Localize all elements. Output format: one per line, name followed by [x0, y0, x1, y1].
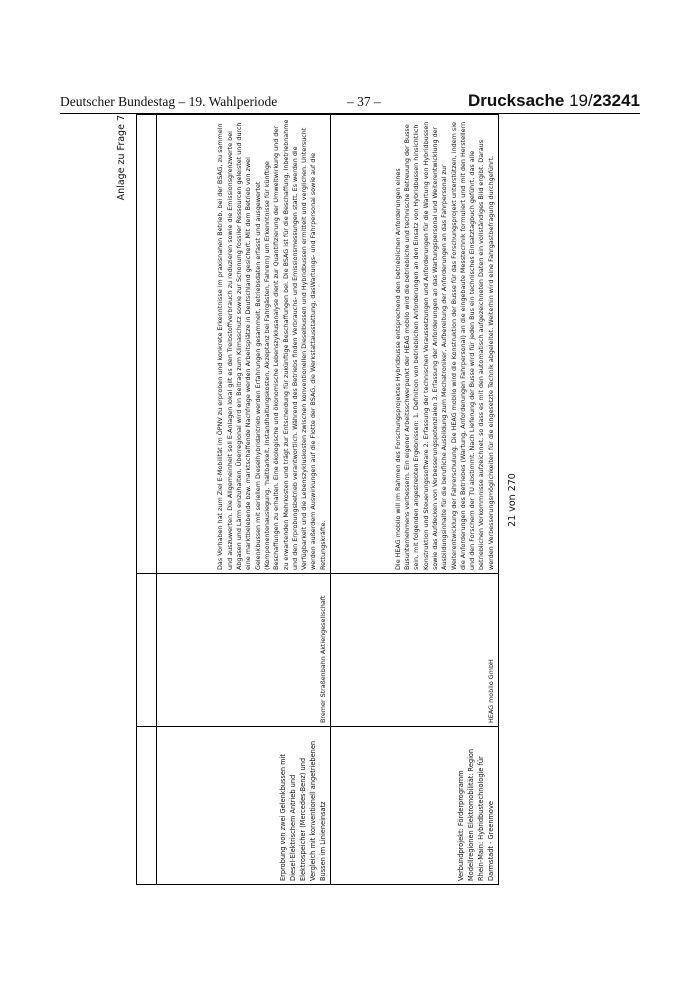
description-cell: Das Vorhaben hat zum Ziel E-Mobilität im ÖPNV zu erproben und konkrete Erkenntnisse im praxisnahen Betrieb, bei der BSAG, zu sammeln und auszuwerten. Die Allgemeinheit soll E-Anlagen lokal gilt es den Treibstoffverbrauch zu reduzieren sowie die Emissionsgrenzwerte bei Abgasen und Lärm einzuhalten. Überregional wird ein Beitrag zum Klimaschutz sowie zur Schonung fossiler Ressourcen geleistet und durch eine marktbelebende bzw. marktschaffende Nachfrage werden Arbeitsplätze in Deutschland gesichert. Mit dem Betrieb von zwei Gelenkbussen mit seriellem Dieselhybridantrieb werden Erfahrungen gesammelt, Betriebsdaten erfasst und ausgewertet (Komponentenauslegung, 'haltbarkeit, Instandhaltungskosten, Akzeptanz bei Fahrgästen, Fahrern) um Erkenntnisse für künftige Beschaffungen zu erhalten. Eine ökologische und ökonomische Lebenszyklusanalyse dient zur Quantifizierung der Umweltwirkung und der zu erwartenden Mehrkosten und trägt zur Entscheidung für zukünftige Beschaffungen bei. Die BSAG ist für die Beschaffung, Inbetriebnahme und den Erprobungsbetrieb verantwortlich. Während des Betriebs finden Verbrauchs- und Emissionsmessungen statt. Es werden die Verfügbarkeit und die Lebenszykluskosten zwischen konventionellen Dieselbussen und Hybridbussen ermittelt und verglichen. Untersucht werden außerdem Auswirkungen auf die Flotte der BSAG, die Werkstattausstattung, dasWartungs- und Fahrpersonal sowie auf die Rettungskräfte. — [157, 115, 331, 574]
description-cell — [137, 115, 157, 574]
project-title-cell: Erprobung von zwei Gelenkbussen mit Diesel-Elektrischem Antrieb und Elektrospeicher (Mercedes-Benz) und Vergleich mit konventionell angetriebenen Bussen im Linieneinsatz — [157, 727, 331, 885]
project-title-cell — [137, 727, 157, 885]
rotated-annex-page — [116, 115, 546, 885]
doc-number-period: 19/ — [569, 91, 593, 110]
project-table — [136, 114, 499, 885]
annex-label: Anlage zu Frage 7 — [116, 115, 127, 201]
project-title-cell: Verbundprojekt: Förderprogramm Modellregionen Elektromobilität: Region Rhein-Main: Hybridbustechnologie für Darmstadt - Greenmove — [331, 727, 499, 885]
parliament-period: Deutscher Bundestag – 19. Wahlperiode — [60, 94, 278, 109]
doc-label: Drucksache — [467, 91, 565, 110]
description-cell: Die HEAG mobilo will im Rahmen des Forschungsprojektes Hybridbusse entsprechend den betrieblichen Anforderungen eines Busunternehmens verbessern. Ein eigener Arbeitsschwerpunkt der HEAG mobilo wird die betriebliche und technische Betreuung der Busse sein, mit folgenden angestrebten Ergebnissen: 1. Definition von betrieblichen Anforderungen an den Einsatz von Hybridbussen hinsichtlich Konstruktion und Steuerungssoftware 2. Erfassung der technischen Voraussetzungen und Anforderungen für die Wartung von Hybridbussen sowie das Aufdecken von Verbesserungspotenzialen 3. Erfassung der Anforderungen an das Wartungspersonal und Weiterentwicklung der Ausbildungsinhalte für die berufliche Ausbildung zum Mechatroniker, Aufbereitung der Anforderungen an das Fahrpersonal zur Weiterentwicklung der Fahrerschulung. Die HEAG mobilo wird die Konstruktion der Busse für das Forschungsprojekt unterstützen, indem sie die Anforderungen des Betriebes (Wartung, Anforderungen Fahrpersonal) an die eingebaute Messtechnik formuliert und mit den Herstellern und den Forschern der TU abstimmt. Nach Lieferung der Busse wird für jeden Bus ein technisches Einsatztagbuch geführt, das alle betrieblichen Vorkommnisse aufzeichnet, so dass es mit den automatisch aufgezeichneten Daten ein vollständiges Bild ergibt. Daraus werden Verbesserungsmöglichkeiten für die eingesetzte Technik abgeleitet. Weiterhin wird eine Fahrgastbefragung durchgeführt. — [331, 115, 499, 574]
table-row — [331, 115, 499, 885]
organization-cell: HEAG mobilo GmbH — [331, 574, 499, 727]
organization-cell — [137, 574, 157, 727]
page-number: – 37 – — [347, 94, 381, 109]
table-row — [157, 115, 331, 885]
organization-cell: Bremer Straßenbahn Aktiengesellschaft — [157, 574, 331, 727]
document-number — [468, 91, 640, 111]
doc-number-id: 23241 — [592, 91, 640, 110]
table-row — [137, 115, 157, 885]
footer-page-count: 21 von 270 — [507, 473, 518, 527]
